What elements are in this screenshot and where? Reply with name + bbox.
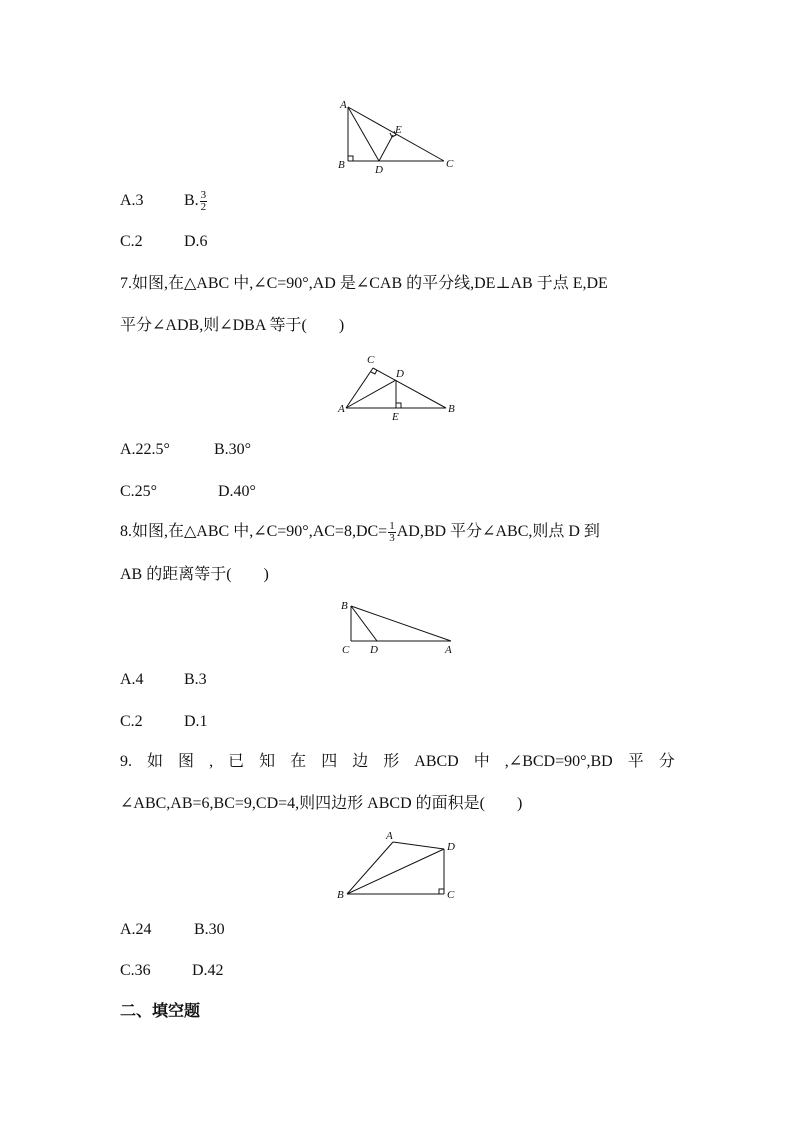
q9-stem-line2: ∠ABC,AB=6,BC=9,CD=4,则四边形 ABCD 的面积是( )	[120, 795, 523, 812]
label-B: B	[341, 600, 348, 612]
q9-stem-token: 图	[178, 753, 195, 770]
label-B: B	[337, 889, 344, 901]
q6-options-row2	[120, 232, 208, 252]
q9-option-a: A.24	[120, 921, 152, 938]
q6-option-a: A.3	[120, 192, 144, 210]
section-title: 二、填空题	[120, 1003, 201, 1020]
q9-stem-token: 平	[627, 753, 644, 770]
q8-option-c: C.2	[120, 713, 143, 730]
q9-option-d: D.42	[192, 962, 224, 979]
fraction-1-3: $\frac{1}{3}$	[389, 520, 395, 544]
q6-option-d: D.6	[184, 233, 208, 250]
label-A: A	[340, 99, 347, 111]
q8-options-row1	[120, 670, 207, 690]
label-B: B	[338, 159, 345, 171]
q7-option-b: B.30°	[214, 441, 252, 458]
q9-options-row1	[120, 920, 225, 940]
q9-options-row2	[120, 961, 224, 981]
q9-stem-token: 在	[290, 753, 307, 770]
q9-option-b: B.30	[194, 921, 225, 938]
q7-stem-line2: 平分∠ADB,则∠DBA 等于( )	[120, 317, 345, 334]
q7-options-row1	[120, 440, 251, 460]
q9-stem-token: 已	[228, 753, 245, 770]
q7-stem-line1: 7.如图,在△ABC 中,∠C=90°,AD 是∠CAB 的平分线,DE⊥AB 于点 E,DE	[120, 275, 608, 292]
label-B: B	[448, 403, 455, 415]
label-E: E	[395, 124, 402, 136]
label-A: A	[445, 644, 452, 656]
q9-stem-token: 知	[259, 753, 276, 770]
q9-stem-line1	[120, 752, 675, 772]
q8-stem-part1: 8.如图,在△ABC 中,∠C=90°,AC=8,DC=	[120, 523, 388, 541]
q9-stem-token: 如	[147, 753, 164, 770]
q9-stem-token: ,	[209, 753, 214, 770]
q8-option-d: D.1	[184, 713, 208, 730]
q9-option-c: C.36	[120, 962, 151, 979]
figure-q7	[330, 350, 470, 425]
q9-stem-token: 边	[352, 753, 369, 770]
label-C: C	[447, 889, 455, 901]
label-D: D	[370, 644, 378, 656]
q8-stem-part2: AD,BD 平分∠ABC,则点 D 到	[396, 523, 600, 541]
label-C: C	[446, 158, 454, 170]
q8-stem-line1	[120, 521, 600, 544]
q9-stem-token: 四	[321, 753, 338, 770]
q9-stem-token: ,∠BCD=90°,BD	[504, 753, 613, 770]
label-D: D	[447, 841, 455, 853]
q8-options-row2	[120, 712, 208, 732]
label-D: D	[396, 368, 404, 380]
q9-stem-token: 形	[383, 753, 400, 770]
q7-options-row2	[120, 482, 256, 502]
q7-option-d: D.40°	[218, 483, 256, 500]
figure-q9	[330, 825, 470, 910]
q6-options-row1	[120, 190, 208, 213]
q8-option-b: B.3	[184, 671, 207, 688]
figure-q6	[330, 95, 470, 180]
q9-stem-token: 分	[658, 753, 675, 770]
label-E: E	[392, 411, 399, 423]
q7-option-c: C.25°	[120, 483, 158, 500]
q8-stem-line2: AB 的距离等于( )	[120, 566, 269, 583]
q6-option-b: B. $\frac{3}{2}$	[184, 189, 207, 213]
q6-option-c: C.2	[120, 233, 143, 250]
label-C: C	[342, 644, 350, 656]
fraction-3-2: $\frac{3}{2}$	[200, 189, 207, 213]
q9-stem-token: ABCD	[414, 753, 459, 770]
q7-option-a: A.22.5°	[120, 441, 170, 458]
label-C: C	[367, 354, 375, 366]
figure-q8	[330, 595, 470, 660]
q9-stem-token: 9.	[120, 753, 132, 770]
q9-stem-token: 中	[473, 753, 490, 770]
label-A: A	[338, 403, 345, 415]
q8-option-a: A.4	[120, 671, 144, 688]
label-A: A	[386, 830, 393, 842]
label-D: D	[375, 164, 383, 176]
